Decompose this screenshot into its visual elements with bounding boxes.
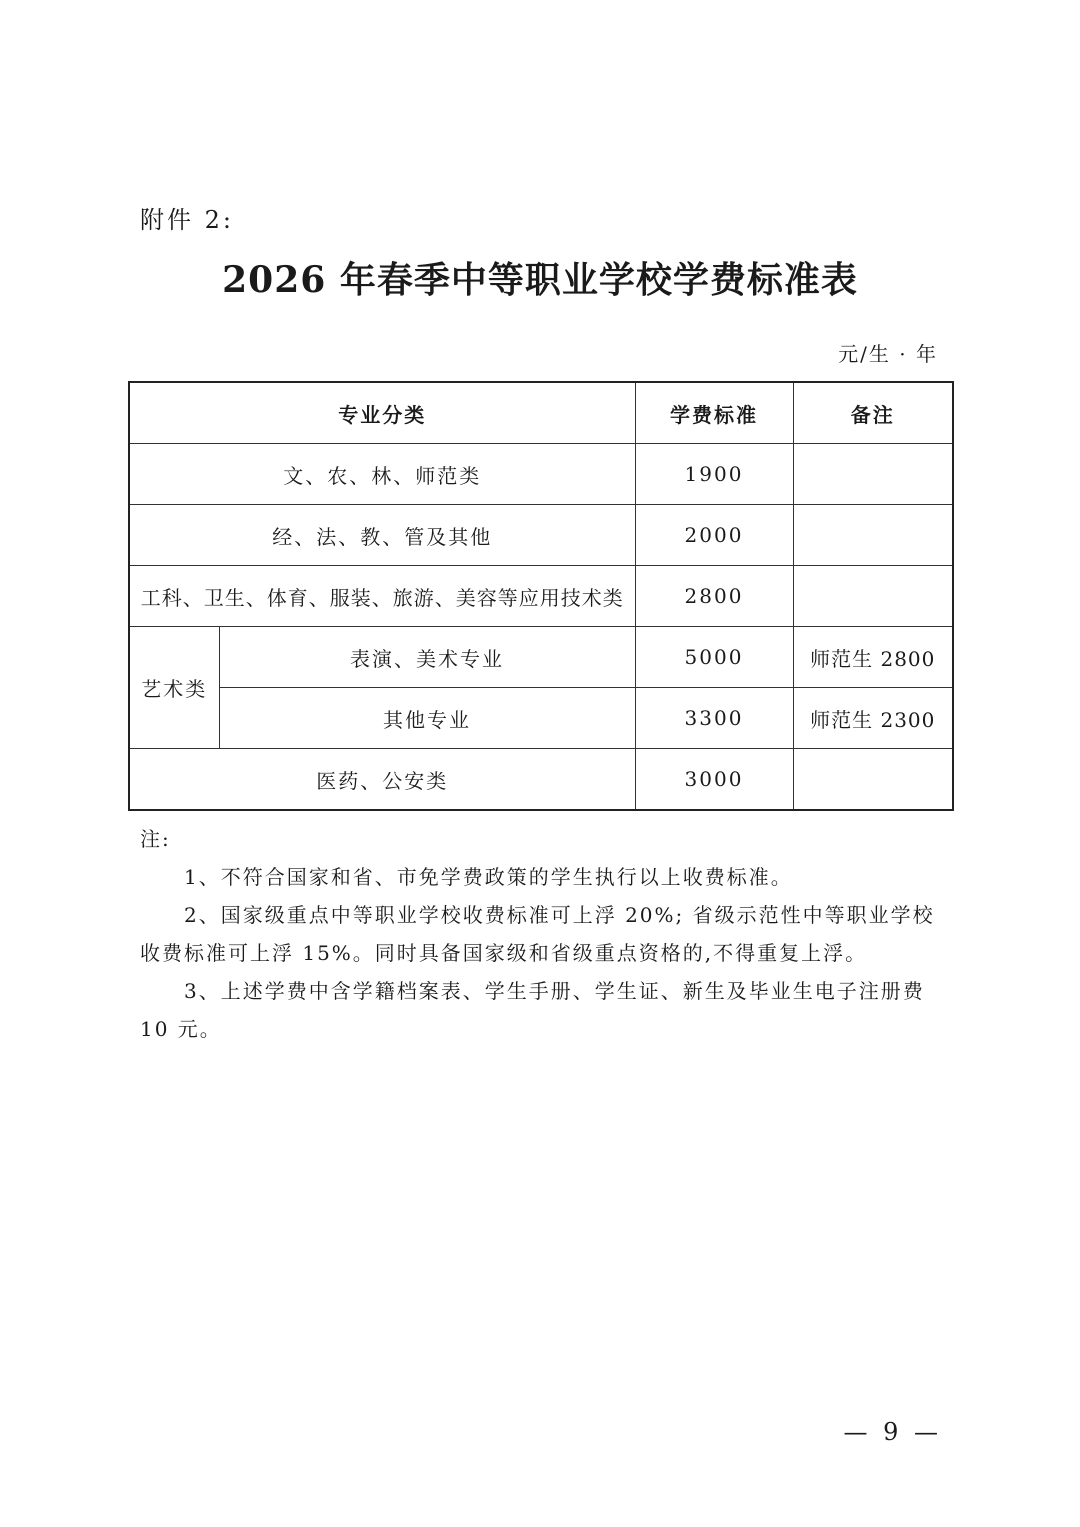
remark-cell (793, 505, 953, 566)
fee-cell: 1900 (635, 444, 793, 505)
category-cell: 经、法、教、管及其他 (129, 505, 635, 566)
category-cell: 文、农、林、师范类 (129, 444, 635, 505)
attachment-label: 附件 2: (140, 206, 234, 234)
table-row (129, 444, 953, 505)
fee-cell: 3300 (635, 688, 793, 749)
notes-lead: 注: (140, 827, 171, 851)
table-row (129, 688, 953, 749)
note-item: 2、国家级重点中等职业学校收费标准可上浮 20%; 省级示范性中等职业学校收费标准可上浮 15%。同时具备国家级和省级重点资格的,不得重复上浮。 (140, 903, 935, 965)
note-item: 3、上述学费中含学籍档案表、学生手册、学生证、新生及毕业生电子注册费 10 元。 (140, 979, 925, 1041)
note-item: 1、不符合国家和省、市免学费政策的学生执行以上收费标准。 (184, 865, 793, 889)
header-fee: 学费标准 (635, 382, 793, 444)
table-row (129, 627, 953, 688)
table-row (129, 505, 953, 566)
remark-cell (793, 444, 953, 505)
fee-cell: 3000 (635, 749, 793, 811)
category-cell: 表演、美术专业 (219, 627, 635, 688)
table-header-row (129, 382, 953, 444)
category-cell: 工科、卫生、体育、服装、旅游、美容等应用技术类 (129, 566, 635, 627)
remark-cell (793, 566, 953, 627)
page-number: — 9 — (843, 1418, 942, 1446)
notes-section (140, 820, 940, 1048)
fee-cell: 2800 (635, 566, 793, 627)
remark-cell: 师范生 2800 (793, 627, 953, 688)
category-cell: 其他专业 (219, 688, 635, 749)
table-row (129, 566, 953, 627)
header-category: 专业分类 (129, 382, 635, 444)
header-remark: 备注 (793, 382, 953, 444)
document-title: 2026 年春季中等职业学校学费标准表 (222, 259, 858, 301)
fee-cell: 5000 (635, 627, 793, 688)
remark-cell: 师范生 2300 (793, 688, 953, 749)
fee-cell: 2000 (635, 505, 793, 566)
table-row (129, 749, 953, 811)
art-group-cell: 艺术类 (129, 627, 219, 749)
unit-label: 元/生 · 年 (838, 342, 938, 366)
category-cell: 医药、公安类 (129, 749, 635, 811)
remark-cell (793, 749, 953, 811)
tuition-fee-table (128, 381, 954, 811)
